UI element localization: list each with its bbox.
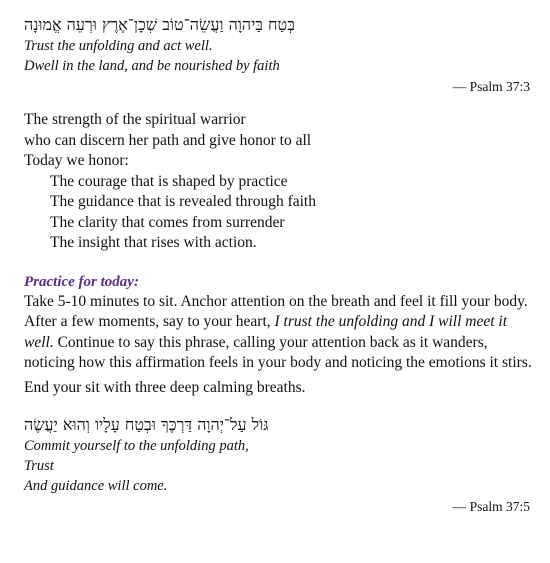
honor-item: The clarity that comes from surrender <box>50 213 285 231</box>
psalm-37-5-line-1: Commit yourself to the unfolding path, <box>24 438 249 454</box>
psalm-37-5-line-3: And guidance will come. <box>24 478 168 494</box>
practice-text-before: Take 5-10 minutes to sit. Anchor attention on the breath and feel it fill your body. After a few moments, say to your heart, <box>24 292 528 330</box>
psalm-37-5-attribution: — Psalm 37:5 <box>452 499 530 514</box>
devotional-page <box>24 14 534 516</box>
psalm-37-3-line-2: Dwell in the land, and be nourished by faith <box>24 58 280 74</box>
psalm-37-3-line-1: Trust the unfolding and act well. <box>24 38 213 54</box>
honor-item: The guidance that is revealed through faith <box>50 193 316 210</box>
psalm-37-5-hebrew: גּוֹל עַל־יְהוָה דַּרְכֶּךָ וּבְטַח עָלָיו וְהוּא יַעֲשֶׂה <box>24 415 269 434</box>
honor-item: The courage that is shaped by practice <box>50 172 288 190</box>
honor-item: The insight that rises with action. <box>50 234 257 251</box>
practice-affirmation: I trust the unfolding and I will meet it well. <box>24 313 508 351</box>
psalm-37-3-attribution: — Psalm 37:3 <box>452 79 530 94</box>
practice-heading: Practice for today: <box>24 273 139 290</box>
psalm-37-3-hebrew: בְּטַח בַּיהוָה וַעֲשֵׂה־טוֹב שְׁכָן־אֶרֶץ וּרְעֵה אֱמוּנָה <box>24 15 295 34</box>
practice-paragraph <box>24 292 534 374</box>
practice-closing: End your sit with three deep calming breaths. <box>24 378 306 396</box>
intro-line-1: The strength of the spiritual warrior <box>24 111 246 128</box>
intro-line-3: Today we honor: <box>24 152 129 169</box>
intro-line-2: who can discern her path and give honor to all <box>24 131 312 149</box>
practice-text-after: Continue to say this phrase, calling your attention back as it wanders, noticing how this affirmation feels in your body and noticing the emotions it stirs. <box>24 333 532 371</box>
psalm-37-5-line-2: Trust <box>24 458 54 474</box>
